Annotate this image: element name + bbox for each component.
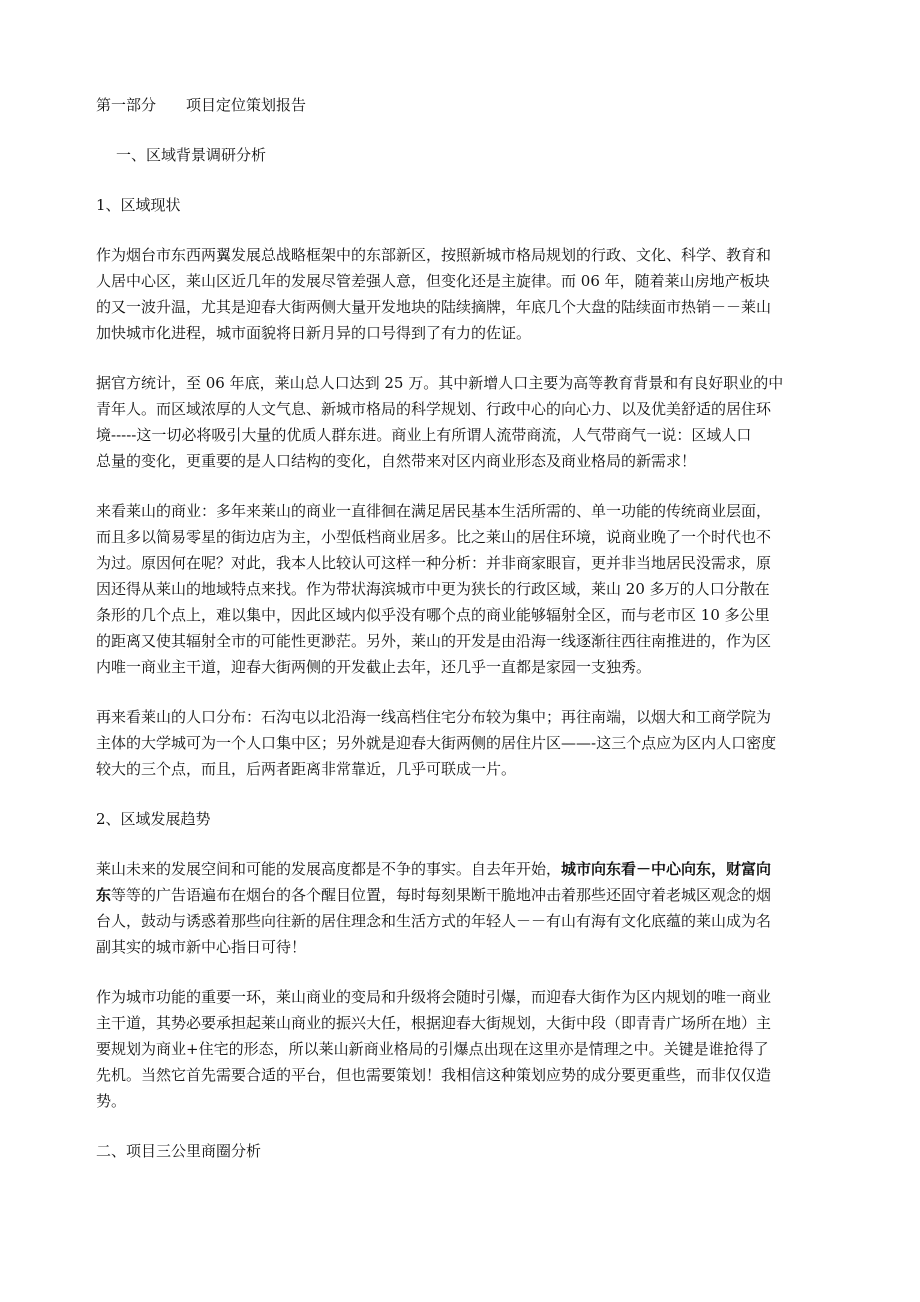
part-title [96,92,826,118]
paragraph-development-trend [96,856,826,960]
paragraph-line: 境-----这一切必将吸引大量的优质人群东进。商业上有所谓人流带商流，人气带商气一说：区域人口 [96,426,752,444]
paragraph-text: 等等的广告语遍布在烟台的各个醒目位置，每时每刻果断干脆地冲击着那些还固守着老城区观念的烟 [111,886,772,904]
paragraph-line: 为过。原因何在呢？对此，我本人比较认可这样一种分析：并非商家眼盲，更并非当地居民没需求，原 [96,554,772,572]
paragraph-line: 的距离又使其辐射全市的可能性更渺茫。另外，莱山的开发是由沿海一线逐渐往西往南推进的，作为区 [96,632,772,650]
paragraph-line: 台人，鼓动与诱惑着那些向往新的居住理念和生活方式的年轻人－－有山有海有文化底蕴的莱山成为名 [96,912,772,930]
subsection-heading-1: 1、区域现状 [96,196,181,214]
paragraph-commerce [96,498,826,680]
paragraph-line: 因还得从莱山的地域特点来找。作为带状海滨城市中更为狭长的行政区域，莱山 20 多万的人口分散在 [96,580,770,598]
slogan-bold-text: 城市向东看－中心向东，财富向 [561,860,772,878]
paragraph-line: 较大的三个点，而且，后两者距离非常靠近，几乎可联成一片。 [96,760,517,778]
paragraph-line: 作为城市功能的重要一环，莱山商业的变局和升级将会随时引爆，而迎春大街作为区内规划的唯一商业 [96,988,772,1006]
paragraph-region-status [96,242,826,346]
paragraph-line: 主干道，其势必要承担起莱山商业的振兴大任，根据迎春大街规划，大街中段（即青青广场所在地）主 [96,1014,772,1032]
paragraph-line: 先机。当然它首先需要合适的平台，但也需要策划！我相信这种策划应势的成分要更重些，而非仅仅造 [96,1066,772,1084]
paragraph-population-stats [96,370,826,474]
subsection-heading-2: 2、区域发展趋势 [96,810,211,828]
section-heading-2: 二、项目三公里商圈分析 [96,1142,262,1160]
paragraph-line: 青年人。而区域浓厚的人文气息、新城市格局的科学规划、行政中心的向心力、以及优美舒适的居住环 [96,400,772,418]
paragraph-line: 条形的几个点上，难以集中，因此区域内似乎没有哪个点的商业能够辐射全区，而与老市区 10 多公里 [96,606,770,624]
paragraph-line: 而且多以简易零星的街边店为主，小型低档商业居多。比之莱山的居住环境，说商业晚了一个时代也不 [96,528,772,546]
paragraph-line [96,856,826,882]
paragraph-line: 副其实的城市新中心指日可待！ [96,938,307,956]
part-title-text: 项目定位策划报告 [186,96,307,114]
slogan-bold-text: 东 [96,886,112,904]
paragraph-population-distribution [96,704,826,782]
paragraph-line: 内唯一商业主干道，迎春大街两侧的开发截止去年，还几乎一直都是家园一支独秀。 [96,658,652,676]
paragraph-line: 势。 [96,1092,127,1110]
paragraph-line: 作为烟台市东西两翼发展总战略框架中的东部新区，按照新城市格局规划的行政、文化、科学、教育和 [96,246,772,264]
paragraph-line: 主体的大学城可为一个人口集中区；另外就是迎春大街两侧的居住片区——-这三个点应为区内人口密度 [96,734,777,752]
paragraph-commerce-upgrade [96,984,826,1114]
paragraph-line: 来看莱山的商业：多年来莱山的商业一直徘徊在满足居民基本生活所需的、单一功能的传统商业层面， [96,502,772,520]
paragraph-line: 人居中心区，莱山区近几年的发展尽管差强人意，但变化还是主旋律。而 06 年，随着莱山房地产板块 [96,272,770,290]
paragraph-line: 要规划为商业+住宅的形态，所以莱山新商业格局的引爆点出现在这里亦是情理之中。关键是谁抢得了 [96,1040,769,1058]
paragraph-line: 总量的变化，更重要的是人口结构的变化，自然带来对区内商业形态及商业格局的新需求！ [96,452,697,470]
paragraph-line [96,882,826,908]
section-heading-1: 一、区域背景调研分析 [116,146,267,164]
paragraph-text: 莱山未来的发展空间和可能的发展高度都是不争的事实。自去年开始， [96,860,562,878]
paragraph-line: 据官方统计，至 06 年底，莱山总人口达到 25 万。其中新增人口主要为高等教育背景和有良好职业的中 [96,374,784,392]
document-page [96,92,826,1164]
paragraph-line: 的又一波升温，尤其是迎春大街两侧大量开发地块的陆续摘牌，年底几个大盘的陆续面市热销－－莱山 [96,298,772,316]
part-title-number: 第一部分 [96,96,157,114]
paragraph-line: 加快城市化进程，城市面貌将日新月异的口号得到了有力的佐证。 [96,324,532,342]
paragraph-line: 再来看莱山的人口分布：石沟屯以北沿海一线高档住宅分布较为集中；再往南端，以烟大和工商学院为 [96,708,772,726]
